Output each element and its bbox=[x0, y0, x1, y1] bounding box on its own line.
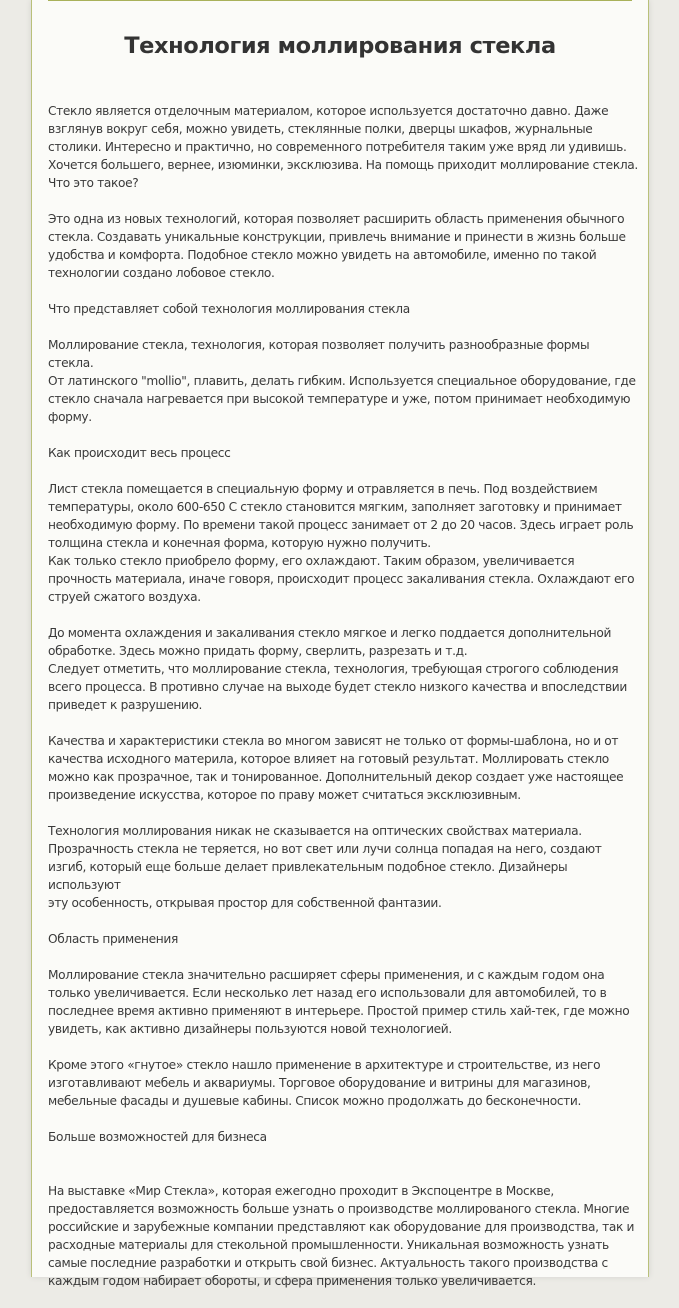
paragraph-exhibition: На выставке «Мир Стекла», которая ежегодно проходит в Экспоцентре в Москве, предоставляется возможность больше узнать о производстве моллированого стекла. Многие российские и зарубежные компании представляют как оборудование для производства, так и расходные материалы для стекольной промышленности. Уникальная возможность узнать самые последние разработки и открыть свой бизнес. Актуальность такого производства с каждым годом набирает обороты, и сфера применения только увеличивается. bbox=[48, 1184, 635, 1288]
paragraph-process: Лист стекла помещается в специальную форму и отравляется в печь. Под воздействием температуры, около 600-650 С стекло становится мягким, заполняет заготовку и принимает необходимую форму. По времени такой процесс занимает от 2 до 20 часов. Здесь играет роль толщина стекла и конечная форма, которую нужно получить. Как только стекло приобрело форму, его охлаждают. Таким образом, увеличивается прочность материала, иначе говоря, происходит процесс закаливания стекла. Охлаждают его струей сжатого воздуха. bbox=[48, 482, 635, 604]
paragraph-quality: Качества и характеристики стекла во многом зависят не только от формы-шаблона, но и от качества исходного материла, которое влияет на готовый результат. Моллировать стекло можно как прозрачное, так и тонированное. Дополнительный декор создает уже настоящее произведение искусства, которое по праву может считаться эксклюзивным. bbox=[48, 734, 624, 802]
paragraph-intro: Стекло является отделочным материалом, которое используется достаточно давно. Даже взглянув вокруг себя, можно увидеть, стеклянные полки, дверцы шкафов, журнальные столики. Интересно и практично, но современного потребителя таким уже вряд ли удивишь. Хочется большего, вернее, изюминки, эксклюзива. На помощь приходит моллирование стекла. Что это такое? bbox=[48, 104, 638, 190]
subheading-what-is: Что представляет собой технология моллирования стекла bbox=[48, 302, 410, 316]
subheading-business: Больше возможностей для бизнеса bbox=[48, 1130, 267, 1144]
subheading-process: Как происходит весь процесс bbox=[48, 446, 231, 460]
article-page bbox=[31, 0, 649, 1288]
paragraph-definition: Моллирование стекла, технология, которая позволяет получить разнообразные формы стекла. От латинского "mollio", плавить, делать гибким. Используется специальное оборудование, где стекло сначала нагревается при высокой температуре и уже, потом принимает необходимую форму. bbox=[48, 338, 636, 424]
paragraph-new-technology: Это одна из новых технологий, которая позволяет расширить область применения обычного стекла. Создавать уникальные конструкции, привлечь внимание и принести в жизнь больше удобства и комфорта. Подобное стекло можно увидеть на автомобиле, именно по такой технологии создано лобовое стекло. bbox=[48, 212, 626, 280]
paragraph-applications: Моллирование стекла значительно расширяет сферы применения, и с каждым годом она только увеличивается. Если несколько лет назад его использовали для автомобилей, то в последнее время активно применяют в интерьере. Простой пример стиль хай-тек, где можно увидеть, как активно дизайнеры пользуются новой технологией. bbox=[48, 968, 630, 1036]
article-title: Технология моллирования стекла bbox=[124, 33, 556, 59]
paragraph-optics: Технология моллирования никак не сказывается на оптических свойствах материала. Прозрачность стекла не теряется, но вот свет или лучи солнца попадая на него, создают изгиб, который еще больше делает привлекательным подобное стекло. Дизайнеры используют эту особенность, открывая простор для собственной фантазии. bbox=[48, 824, 602, 910]
subheading-applications: Область применения bbox=[48, 932, 178, 946]
paragraph-architecture: Кроме этого «гнутое» стекло нашло применение в архитектуре и строительстве, из него изготавливают мебель и аквариумы. Торговое оборудование и витрины для магазинов, мебельные фасады и душевые кабины. Список можно продолжать до бесконечности. bbox=[48, 1058, 601, 1108]
top-divider bbox=[48, 0, 632, 1]
paragraph-processing: До момента охлаждения и закаливания стекло мягкое и легко поддается дополнительной обработке. Здесь можно придать форму, сверлить, разрезать и т.д. Следует отметить, что моллирование стекла, технология, требующая строгого соблюдения всего процесса. В противно случае на выходе будет стекло низкого качества и впоследствии приведет к разрушению. bbox=[48, 626, 627, 712]
article-body bbox=[48, 102, 638, 1308]
